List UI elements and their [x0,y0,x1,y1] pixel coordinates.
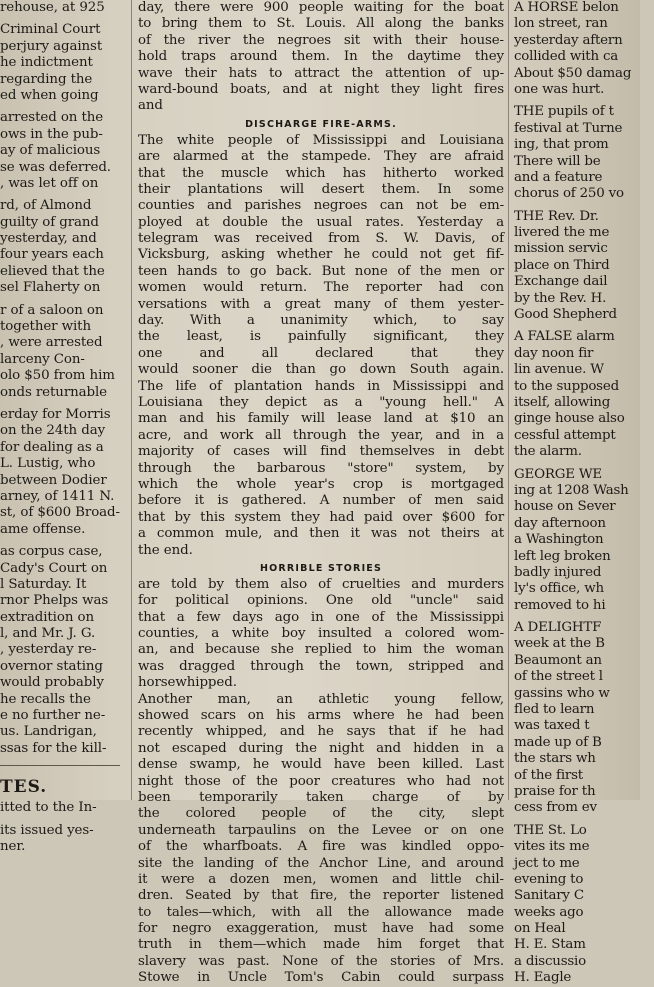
text-line: to tales—which, with all the allowance made [138,904,504,920]
text-line: between Dodier [0,472,107,488]
section-divider [0,765,120,766]
text-line: are alarmed at the stampede. They are afraid [138,149,504,165]
text-line: women would return. The reporter had con [138,280,504,296]
text-line: L. Lustig, who [0,456,96,472]
text-line: together with [0,319,91,335]
text-line: arney, of 1411 N. [0,488,115,504]
text-line: ly's office, wh [514,581,604,597]
subheading-discharge-fire-arms: DISCHARGE FIRE-ARMS. [245,118,397,130]
text-line: ward-bound boats, and at night they light fires [138,81,504,97]
text-line: its issued yes- [0,822,94,838]
text-line: , yesterday re- [0,642,97,658]
text-line: on Heal [514,921,566,937]
text-line: A DELIGHTF [514,620,602,636]
text-line: weeks ago [514,904,584,920]
text-line: There will be [514,153,601,169]
text-line: day afternoon [514,515,606,531]
text-line: arrested on the [0,110,104,126]
text-line: before it is gathered. A number of men said [138,493,504,509]
text-line: Sanitary C [514,888,584,904]
text-line: day. With a unanimity which, to say [138,313,504,329]
text-line: truth in them—which made him forget that [138,937,504,953]
text-line: collided with ca [514,49,619,65]
text-line: dren. Seated by that fire, the reporter listened [138,888,504,904]
text-line: counties, a white boy insulted a colored wom- [138,626,504,642]
text-line: and a feature [514,169,603,185]
text-line: festival at Turne [514,120,623,136]
text-line: ame offense. [0,521,86,537]
text-line: for negro exaggeration, must have had some [138,921,504,937]
text-line: sel Flaherty on [0,280,101,296]
center-column [138,0,504,986]
text-line: been temporarily taken charge of by [138,789,504,805]
text-line: showed scars on his arms where he had been [138,708,504,724]
text-line: was taxed t [514,718,590,734]
text-line: which the whole year's crop is mortgaged [138,476,504,492]
text-line: of the first [514,767,583,783]
text-line: ing, that prom [514,137,609,153]
text-line: extradition on [0,609,94,625]
text-line: he indictment [0,55,93,71]
text-line: it were a dozen men, women and little chil- [138,871,504,887]
text-line: rnor Phelps was [0,593,109,609]
text-line: cessful attempt [514,427,616,443]
text-line: A FALSE alarm [514,329,615,345]
text-line: recently whipped, and he says that if he had [138,724,504,740]
text-line: lin avenue. W [514,362,604,378]
text-line: se was deferred. [0,159,111,175]
text-line: not escaped during the night and hidden in a [138,740,504,756]
text-line: versations with a great many of them yester- [138,296,504,312]
text-line: THE pupils of t [514,104,614,120]
text-line: of the wharfboats. A fire was kindled oppo- [138,839,504,855]
text-line: of the river the negroes sit with their house- [138,32,504,48]
text-line: , was let off on [0,175,99,191]
text-line: ginge house also [514,411,625,427]
text-line: the alarm. [514,444,582,460]
text-line: rd, of Almond [0,198,92,214]
text-line: ject to me [514,855,580,871]
text-line: ployed at double the usual rates. Yesterday a [138,214,504,230]
text-line: hold traps around them. In the daytime they [138,49,504,65]
text-line: their plantations will desert them. In some [138,181,504,197]
text-line: ows in the pub- [0,126,103,142]
text-line: majority of cases will find themselves in debt [138,444,504,460]
column-rule-right [508,0,509,800]
text-line: house on Sever [514,499,616,515]
text-line: through the barbarous "store" system, by [138,460,504,476]
text-line: ssas for the kill- [0,740,107,756]
text-line: that a few days ago in one of the Mississippi [138,609,504,625]
text-line: one and all declared that they [138,345,504,361]
text-line: gassins who w [514,685,610,701]
text-line: slavery was past. None of the stories of Mrs. [138,953,504,969]
text-line: the stars wh [514,751,596,767]
text-line: GEORGE WE [514,466,602,482]
text-line: and [138,98,163,114]
text-line: ing at 1208 Wash [514,482,629,498]
text-line: Criminal Court [0,22,101,38]
text-line: underneath tarpaulins on the Levee or on one [138,822,504,838]
text-line: l Saturday. It [0,576,87,592]
text-line: to bring them to St. Louis. All along the banks [138,16,504,32]
text-line: itted to the In- [0,800,97,816]
text-line: ed when going [0,87,99,103]
text-line: , were arrested [0,335,103,351]
text-line: livered the me [514,225,610,241]
text-line: guilty of grand [0,214,99,230]
text-line: dense swamp, he would have been killed. Last [138,757,504,773]
text-line: a discussio [514,953,586,969]
text-line: an, and because she replied to him the woman [138,642,504,658]
text-line: st, of $600 Broad- [0,505,120,521]
text-line: l, and Mr. J. G. [0,626,96,642]
text-line: vites its me [514,839,590,855]
right-column [514,0,654,986]
text-line: The white people of Mississippi and Louisiana [138,132,504,148]
text-line: Stowe in Uncle Tom's Cabin could surpass [138,970,504,986]
text-line: THE St. Lo [514,822,587,838]
text-line: The life of plantation hands in Mississippi and [138,378,504,394]
text-line: by the Rev. H. [514,290,607,306]
text-line: chorus of 250 vo [514,186,624,202]
left-column [0,0,126,854]
text-line: praise for th [514,783,596,799]
text-line: was dragged through the town, stripped and [138,658,504,674]
text-line: that by this system they had paid over $600 for [138,509,504,525]
text-line: that the muscle which has hitherto worked [138,165,504,181]
section-heading: TES. [0,777,48,798]
text-line: acre, and work all through the year, and in a [138,427,504,443]
text-line: made up of B [514,734,602,750]
subheading-horrible-stories: HORRIBLE STORIES [259,562,383,574]
text-line: would sooner die than go down South again. [138,362,504,378]
text-line: four years each [0,247,104,263]
text-line: perjury against [0,38,103,54]
text-line: left leg broken [514,548,611,564]
text-line: larceny Con- [0,351,85,367]
text-line: rehouse, at 925 [0,0,105,15]
text-line: for dealing as a [0,439,104,455]
text-line: erday for Morris [0,406,111,422]
text-line: the colored people of the city, slept [138,806,504,822]
text-line: a Washington [514,532,604,548]
text-line: day, there were 900 people waiting for the boat [138,0,504,15]
text-line: elieved that the [0,263,105,279]
text-line: one was hurt. [514,81,605,97]
text-line: H. Eagle [514,970,572,986]
text-line: wave their hats to attract the attention of up- [138,65,504,81]
text-line: mission servic [514,241,608,257]
text-line: Exchange dail [514,274,608,290]
text-line: as corpus case, [0,544,103,560]
text-line: for political opinions. One old "uncle" said [138,593,504,609]
text-line: counties and parishes negroes can not be em- [138,198,504,214]
text-line: evening to [514,871,584,887]
column-rule-left [131,0,132,800]
text-line: of the street l [514,669,603,685]
text-line: H. E. Stam [514,937,586,953]
text-line: olo $50 from him [0,368,115,384]
text-line: onds returnable [0,384,108,400]
text-line: Good Shepherd [514,307,617,323]
text-line: place on Third [514,257,610,273]
text-line: regarding the [0,71,93,87]
text-line: man and his family will lease land at $10 an [138,411,504,427]
text-line: Beaumont an [514,652,602,668]
text-line: the least, is painfully significant, they [138,329,504,345]
text-line: day noon fir [514,345,594,361]
text-line: Another man, an athletic young fellow, [138,691,504,707]
text-line: on the 24th day [0,423,106,439]
text-line: teen hands to go back. But none of the men or [138,263,504,279]
text-line: cess from ev [514,800,597,816]
text-line: night those of the poor creatures who had not [138,773,504,789]
text-line: Louisiana they depict as a "young hell." A [138,394,504,410]
text-line: us. Landrigan, [0,724,97,740]
text-line: telegram was received from S. W. Davis, of [138,231,504,247]
text-line: Vicksburg, asking whether he could not get fif- [138,247,504,263]
text-line: would probably [0,675,104,691]
text-line: ay of malicious [0,143,101,159]
text-line: badly injured [514,564,602,580]
text-line: fled to learn [514,702,595,718]
text-line: site the landing of the Anchor Line, and around [138,855,504,871]
text-line: week at the B [514,636,605,652]
text-line: lon street, ran [514,16,608,32]
text-line: About $50 damag [514,65,632,81]
text-line: A HORSE belon [514,0,619,15]
text-line: yesterday aftern [514,32,623,48]
text-line: e no further ne- [0,708,106,724]
text-line: Cady's Court on [0,560,108,576]
text-line: a common mule, and then it was not theirs at [138,526,504,542]
text-line: he recalls the [0,691,91,707]
text-line: yesterday, and [0,231,97,247]
text-line: THE Rev. Dr. [514,208,599,224]
text-line: overnor stating [0,658,103,674]
text-line: r of a saloon on [0,302,104,318]
text-line: ner. [0,838,26,854]
text-line: the end. [138,542,193,558]
text-line: are told by them also of cruelties and murders [138,576,504,592]
text-line: itself, allowing [514,394,611,410]
text-line: removed to hi [514,597,606,613]
text-line: to the supposed [514,378,619,394]
text-line: horsewhipped. [138,675,237,691]
